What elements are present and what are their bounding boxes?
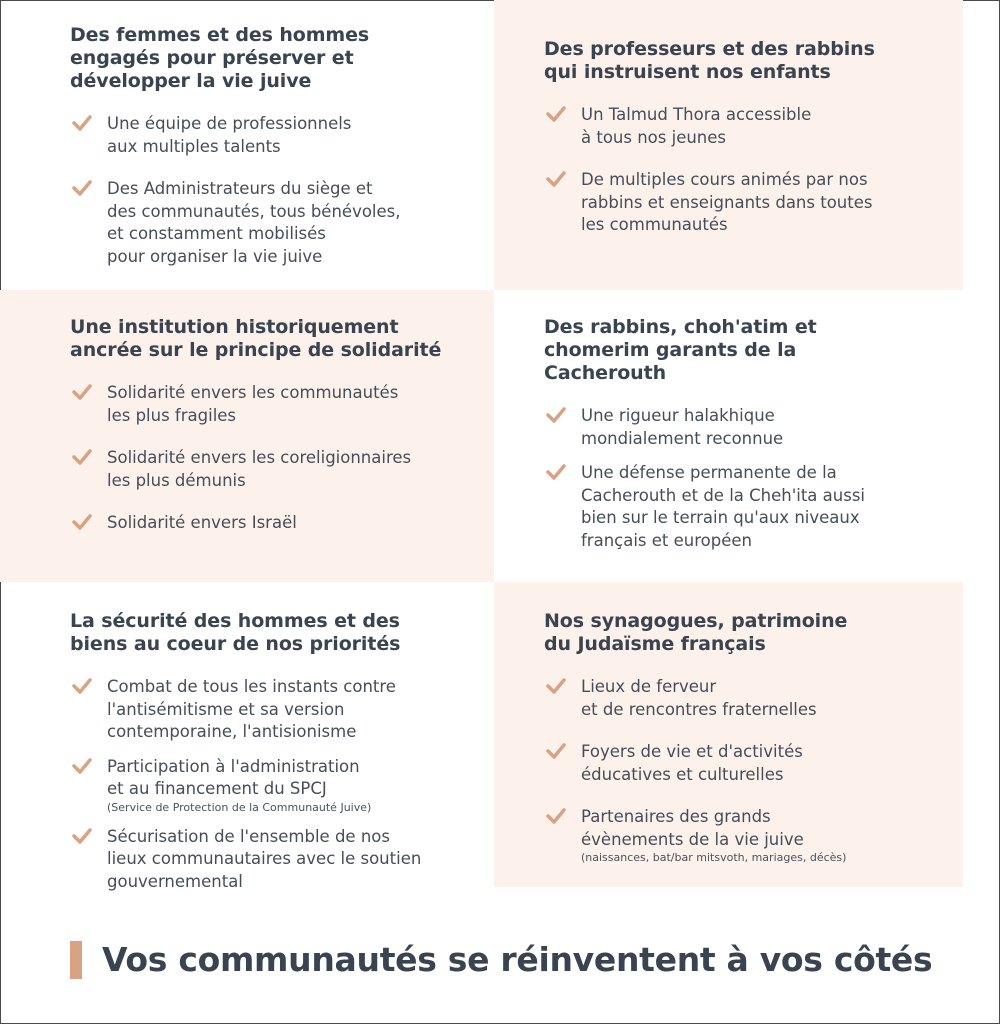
item-note: (naissances, bat/bar mitsvoth, mariages, décès) xyxy=(581,851,847,864)
checkmark-icon xyxy=(72,757,92,775)
section-heading: Une institution historiquement ancrée sur le principe de solidarité xyxy=(70,316,442,361)
list-item: Une équipe de professionnels aux multiples talents xyxy=(70,113,474,158)
checkmark-icon xyxy=(546,742,566,760)
section-synagogues xyxy=(494,582,963,887)
checkmark-icon xyxy=(546,170,566,188)
section-heading: Des femmes et des hommes engagés pour préserver et développer la vie juive xyxy=(70,24,370,92)
checkmark-icon xyxy=(72,114,92,132)
list-item: Solidarité envers les coreligionnaires les plus démunis xyxy=(70,447,474,492)
section-heading: Des rabbins, choh'atim et chomerim garants de la Cacherouth xyxy=(544,316,817,384)
section-list xyxy=(544,104,943,237)
list-item: Partenaires des grands évènements de la vie juive (naissances, bat/bar mitsvoth, mariages, décès) xyxy=(544,806,943,864)
checkmark-icon xyxy=(72,677,92,695)
checkmark-icon xyxy=(546,463,566,481)
section-heading: La sécurité des hommes et des biens au coeur de nos priorités xyxy=(70,610,401,655)
section-cacherouth xyxy=(494,290,963,582)
footer-title: Vos communautés se réinventent à vos côtés xyxy=(102,940,933,979)
section-team xyxy=(0,0,494,290)
list-item: Foyers de vie et d'activités éducatives et culturelles xyxy=(544,741,943,786)
section-education xyxy=(494,0,963,290)
list-item: Sécurisation de l'ensemble de nos lieux communautaires avec le soutien gouvernemental xyxy=(70,826,474,894)
section-heading: Des professeurs et des rabbins qui instruisent nos enfants xyxy=(544,38,875,83)
checkmark-icon xyxy=(546,406,566,424)
checkmark-icon xyxy=(546,807,566,825)
list-item: Des Administrateurs du siège et des communautés, tous bénévoles, et constamment mobilisés pour organiser la vie juive xyxy=(70,178,474,268)
section-list xyxy=(70,676,474,893)
list-item: Solidarité envers les communautés les plus fragiles xyxy=(70,382,474,427)
section-list xyxy=(70,113,474,268)
checkmark-icon xyxy=(546,677,566,695)
checkmark-icon xyxy=(72,513,92,531)
list-item: Combat de tous les instants contre l'antisémitisme et sa version contemporaine, l'antisionisme xyxy=(70,676,474,744)
section-security xyxy=(0,582,494,891)
checkmark-icon xyxy=(72,383,92,401)
checkmark-icon xyxy=(72,448,92,466)
list-item: Une défense permanente de la Cacherouth et de la Cheh'ita aussi bien sur le terrain qu'aux niveaux français et européen xyxy=(544,462,943,552)
checkmark-icon xyxy=(72,827,92,845)
checkmark-icon xyxy=(72,179,92,197)
section-list xyxy=(70,382,474,535)
checkmark-icon xyxy=(546,105,566,123)
footer-banner xyxy=(70,940,932,979)
list-item: Lieux de ferveur et de rencontres fraternelles xyxy=(544,676,943,721)
list-item: Participation à l'administration et au financement du SPCJ (Service de Protection de la Communauté Juive) xyxy=(70,756,474,814)
list-item: Une rigueur halakhique mondialement reconnue xyxy=(544,405,943,450)
accent-bar xyxy=(70,941,82,979)
list-item: Un Talmud Thora accessible à tous nos jeunes xyxy=(544,104,943,149)
section-solidarity xyxy=(0,290,494,582)
list-item: Solidarité envers Israël xyxy=(70,512,474,535)
item-note: (Service de Protection de la Communauté Juive) xyxy=(107,800,372,814)
section-list xyxy=(544,405,943,552)
section-list xyxy=(544,676,943,864)
section-heading: Nos synagogues, patrimoine du Judaïsme français xyxy=(544,610,848,655)
list-item: De multiples cours animés par nos rabbins et enseignants dans toutes les communautés xyxy=(544,169,943,237)
